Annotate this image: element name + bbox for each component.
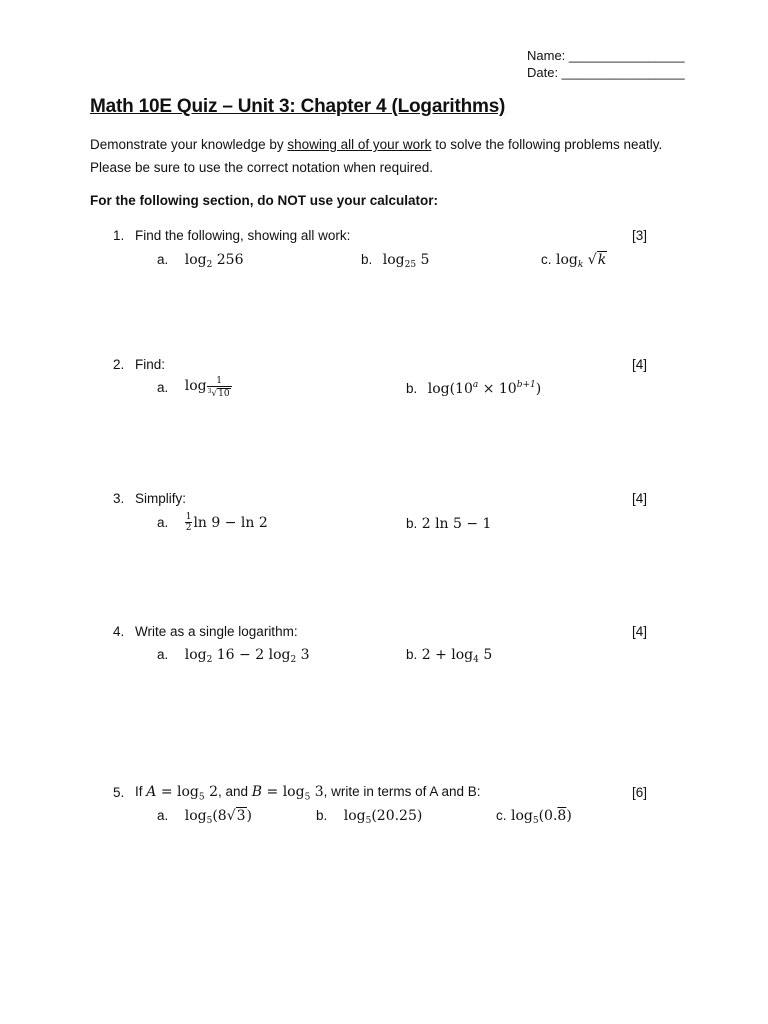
- part-label: a.: [157, 808, 169, 823]
- part-label: c.: [541, 252, 552, 267]
- q1a-expression: $\log_2 256$: [184, 252, 244, 270]
- q2a-expression: log $\frac{1}{^3√10}$: [184, 376, 230, 399]
- q1-part-b: [361, 251, 429, 270]
- instructions: [90, 133, 670, 179]
- q5a-expression: $\log_5(8√3)$: [184, 808, 253, 826]
- part-label: b.: [406, 647, 418, 662]
- q2-part-b: [406, 380, 541, 398]
- part-label: b.: [316, 808, 328, 823]
- question-2-prompt: Find:: [135, 357, 166, 372]
- question-2-number: 2.: [113, 357, 125, 372]
- q5-part-c: [496, 807, 572, 826]
- question-5-number: 5.: [113, 785, 125, 800]
- q5c-expression: $\log_5(0.8)$: [510, 808, 572, 826]
- part-label: b.: [406, 516, 418, 531]
- part-label: b.: [361, 252, 373, 267]
- q4b-expression: $2 + \log_4 5$: [421, 647, 493, 665]
- q5-part-a: [157, 807, 252, 826]
- question-2-marks: [4]: [632, 357, 648, 372]
- instructions-underlined: showing all of your work: [287, 137, 432, 152]
- question-1-number: 1.: [113, 228, 125, 243]
- q1c-expression: $\log_k √k$: [555, 252, 607, 270]
- q3-part-a: [157, 512, 268, 533]
- question-1-prompt: Find the following, showing all work:: [135, 228, 351, 243]
- question-4-number: 4.: [113, 624, 125, 639]
- question-3-marks: [4]: [632, 491, 648, 506]
- q5b-expression: $\log_5(20.25)$: [343, 808, 423, 826]
- part-label: c.: [496, 808, 507, 823]
- date-line: Date: _________________: [527, 65, 685, 80]
- part-label: a.: [157, 515, 169, 530]
- q3a-expression: $\frac{1}{2}$ ln 9 − ln 2: [185, 512, 268, 533]
- q1-part-c: [541, 251, 607, 270]
- q3-part-b: [406, 515, 491, 533]
- q2b-expression: $\log(10^a \times 10^{b+1})$: [427, 380, 542, 397]
- q2-part-a: [157, 376, 233, 399]
- q4-part-b: [406, 646, 492, 665]
- question-3-prompt: Simplify:: [135, 491, 187, 506]
- part-label: a.: [157, 647, 169, 662]
- instructions-text-start: Demonstrate your knowledge by: [90, 137, 288, 152]
- part-label: b.: [406, 381, 418, 396]
- q3b-expression: 2 ln 5 − 1: [421, 516, 492, 532]
- question-4-prompt: Write as a single logarithm:: [135, 624, 298, 639]
- page-title: Math 10E Quiz – Unit 3: Chapter 4 (Logarithms): [90, 96, 506, 117]
- q5-part-b: [316, 807, 422, 826]
- part-label: a.: [157, 380, 169, 395]
- question-4-marks: [4]: [632, 624, 648, 639]
- question-3-number: 3.: [113, 491, 125, 506]
- q1-part-a: [157, 251, 244, 270]
- name-line: Name: ________________: [527, 48, 685, 63]
- part-label: a.: [157, 252, 169, 267]
- section-heading: For the following section, do NOT use your calculator:: [90, 193, 439, 208]
- q4-part-a: [157, 646, 310, 665]
- question-5-prompt: If $A = \log_5 2$, and $B = \log_5 3$, write in terms of A and B:: [135, 784, 481, 803]
- q4a-expression: $\log_2 16 - 2$ $\log_2 3$: [184, 647, 310, 665]
- instructions-text-end: to solve the following problems neatly. Please be sure to use the correct notation when required.: [90, 137, 663, 175]
- question-5-marks: [6]: [632, 785, 648, 800]
- question-1-marks: [3]: [632, 228, 648, 243]
- q1b-expression: $\log_{25} 5$: [382, 252, 430, 270]
